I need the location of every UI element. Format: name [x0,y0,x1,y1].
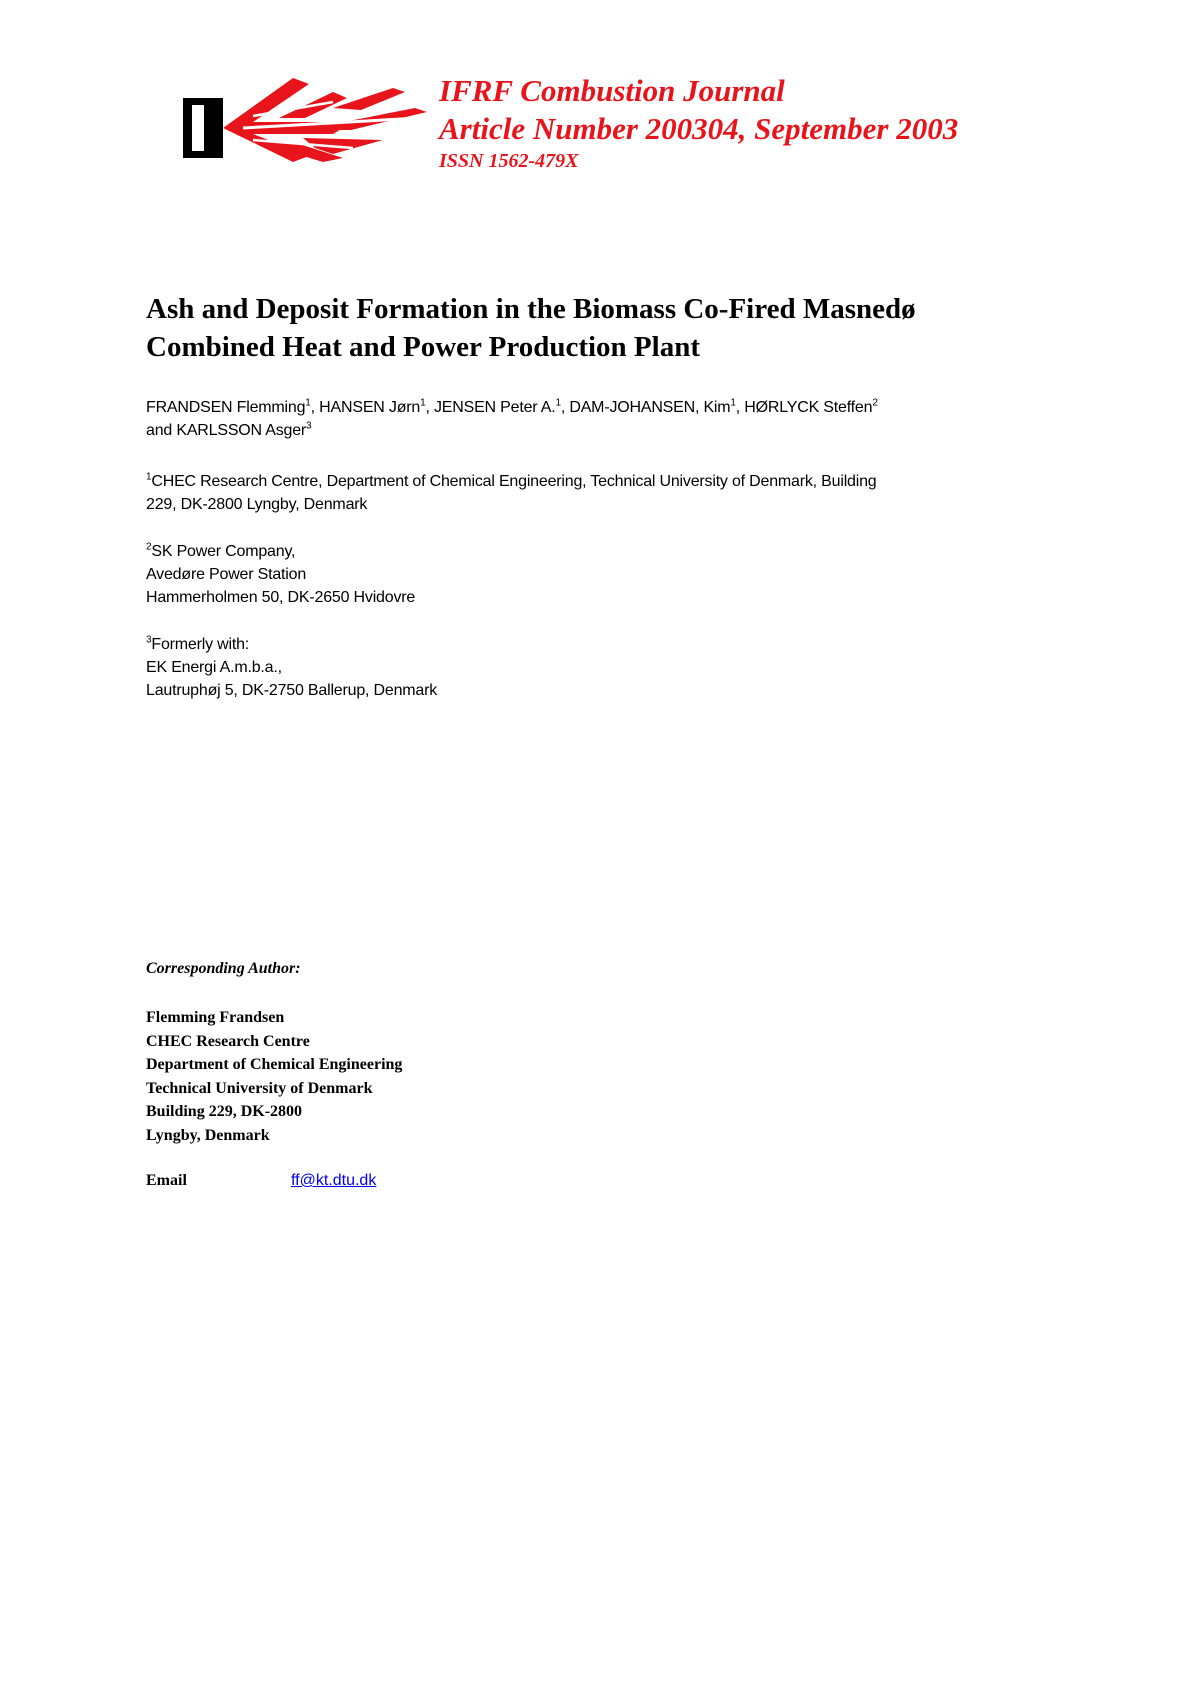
email-label: Email [146,1172,187,1189]
affiliation-text: Formerly with: [151,636,250,653]
author-affiliation-mark: 1 [305,397,311,409]
affiliation-1 [146,470,1106,516]
journal-name: IFRF Combustion Journal [439,73,785,108]
author-name: HANSEN Jørn [319,399,421,416]
affiliation-text: Avedøre Power Station [146,566,307,583]
author-name: KARLSSON Asger [176,422,307,439]
email-row [146,1170,376,1192]
article-number: Article Number 200304, September 2003 [439,111,959,146]
affiliation-text: 229, DK-2800 Lyngby, Denmark [146,496,368,513]
address-line: CHEC Research Centre [146,1032,310,1050]
issn: ISSN 1562-479X [439,150,579,172]
ifrf-logo-icon [183,78,427,162]
address-line: Department of Chemical Engineering [146,1056,403,1073]
author-list [146,396,1106,442]
author-line-1 [146,396,1106,419]
author-conjunction: and [146,422,177,439]
author-separator: , [560,399,570,416]
author-affiliation-mark: 3 [306,420,312,432]
author-affiliation-mark: 1 [730,397,736,409]
paper-title-line-2: Combined Heat and Power Production Plant [146,331,700,363]
paper-title-line-1: Ash and Deposit Formation in the Biomass Co-Fired Masnedø [146,293,916,325]
email-link[interactable]: ff@kt.dtu.dk [291,1172,377,1189]
author-affiliation-mark: 1 [420,397,426,409]
affiliation-text: SK Power Company, [151,543,296,560]
affiliation-text: Lautruphøj 5, DK-2750 Ballerup, Denmark [146,682,438,699]
affiliation-mark: 1 [146,471,152,483]
affiliation-3 [146,633,1106,702]
address-line: Flemming Frandsen [146,1009,285,1026]
affiliation-text: CHEC Research Centre, Department of Chemical Engineering, Technical University of Denmark, Building [151,473,877,490]
affiliation-mark: 2 [146,541,152,553]
paper-title [146,290,1086,366]
author-affiliation-mark: 1 [555,397,561,409]
corresponding-author-address [146,1006,402,1147]
affiliation-mark: 3 [146,634,152,646]
author-separator: , [425,399,434,416]
author-name: DAM-JOHANSEN, Kim [569,399,731,416]
author-line-2 [146,419,1106,442]
affiliation-2 [146,540,1106,609]
author-name: HØRLYCK Steffen [744,399,873,416]
author-separator: , [310,399,320,416]
address-line: Lyngby, Denmark [146,1126,270,1144]
author-affiliation-mark: 2 [872,397,878,409]
author-name: FRANDSEN Flemming [146,399,306,416]
corresponding-author-label: Corresponding Author: [146,960,301,977]
affiliation-text: EK Energi A.m.b.a., [146,659,282,676]
journal-header [439,72,958,174]
author-name: JENSEN Peter A. [433,399,556,416]
address-line: Building 229, DK-2800 [146,1103,303,1120]
address-line: Technical University of Denmark [146,1079,373,1097]
affiliation-text: Hammerholmen 50, DK-2650 Hvidovre [146,589,416,606]
author-separator: , [735,399,745,416]
